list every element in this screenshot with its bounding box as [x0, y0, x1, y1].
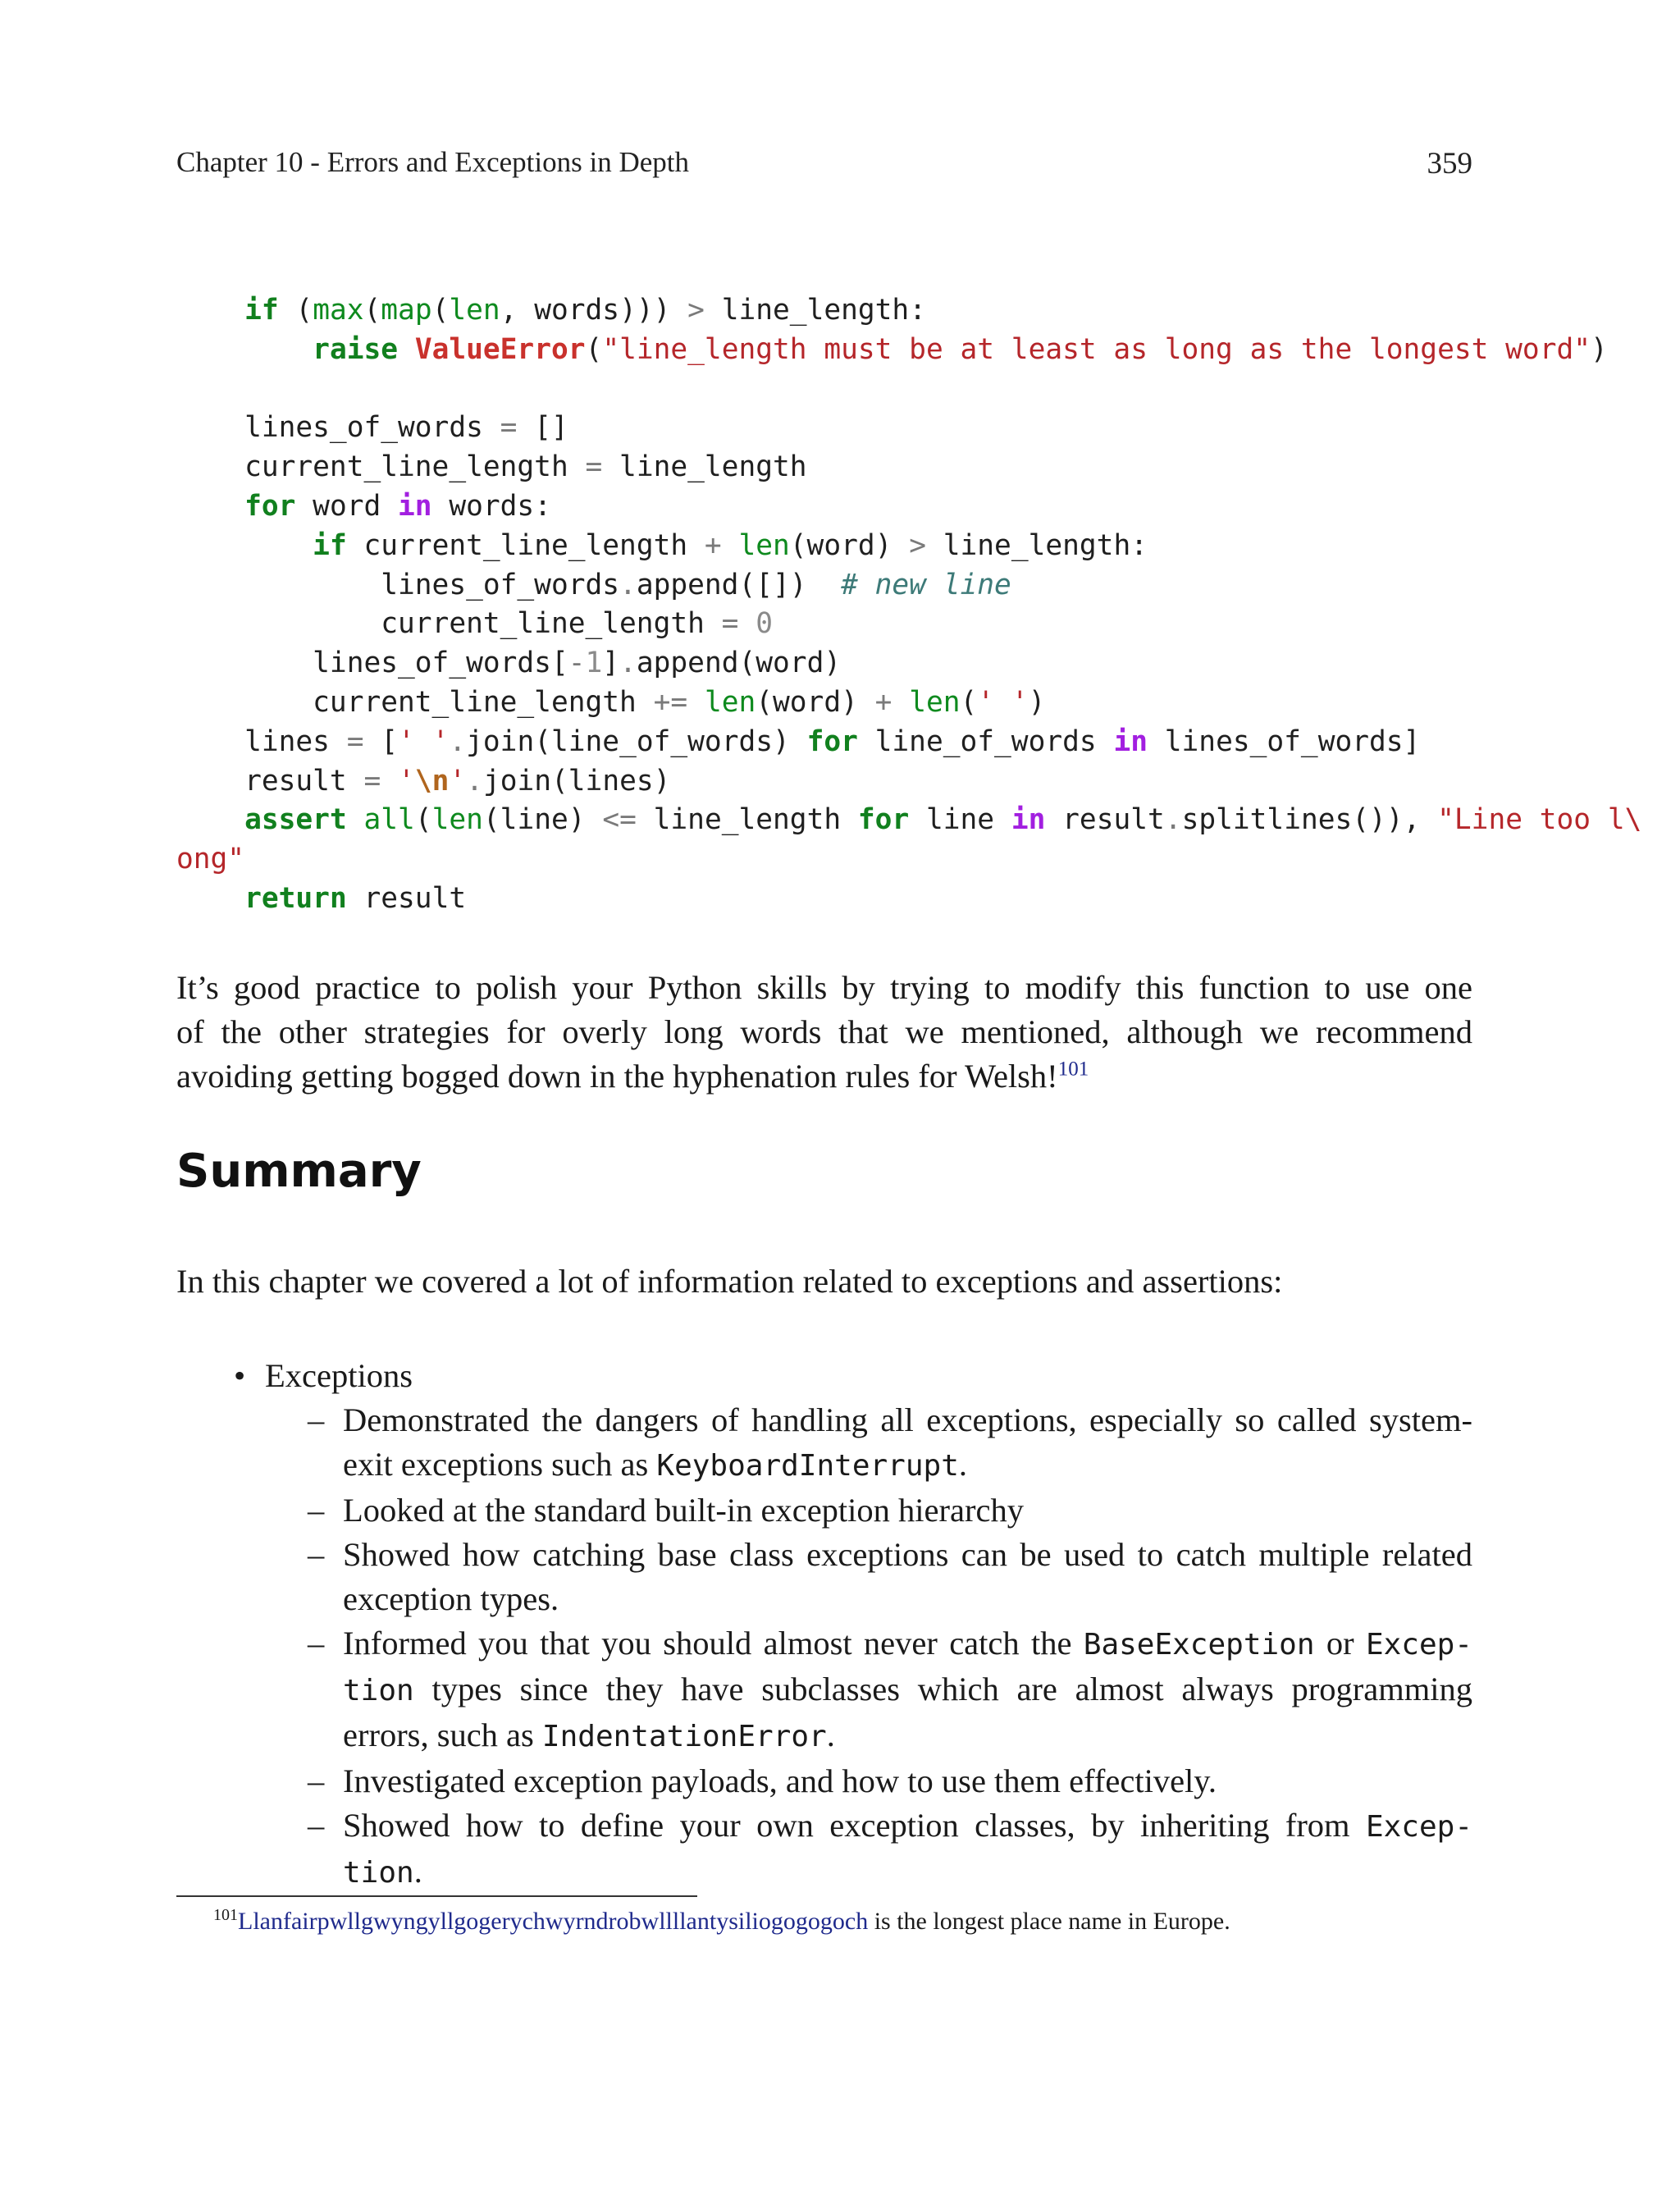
code-line: current_line_length += len(word) + len(' ') — [176, 685, 1046, 719]
paragraph-line: avoiding getting bogged down in the hyphenation rules for Welsh! — [176, 1058, 1058, 1095]
sub-item-text: Showed how to define your own exception classes, by inheriting from — [343, 1807, 1366, 1844]
code-line: if current_line_length + len(word) > line_length: — [313, 528, 1148, 562]
list-item — [176, 1354, 1472, 1398]
chapter-title: Chapter 10 - Errors and Exceptions in Depth — [176, 146, 689, 178]
sub-item-line — [343, 1667, 1472, 1713]
bullet-marker: • — [234, 1357, 246, 1394]
inline-code: IndentationError — [541, 1720, 827, 1753]
sub-item-text: Showed how catching base class exceptions can be used to catch multiple related — [343, 1536, 1472, 1573]
footnote-reference-link[interactable]: 101 — [1057, 1058, 1089, 1081]
code-line: lines = [' '.join(line_of_words) for line_of_words in lines_of_words] — [176, 725, 1421, 758]
summary-bullet-list — [176, 1354, 1472, 1895]
dash-marker: – — [308, 1625, 325, 1662]
code-block — [176, 291, 1653, 919]
sub-item-text: exception types. — [343, 1580, 559, 1617]
code-line: current_line_length = 0 — [176, 607, 774, 641]
sub-list-item — [176, 1488, 1472, 1533]
code-line: if (max(map(len, words))) > line_length: — [244, 294, 926, 327]
code-line: result = '\n'.join(lines) — [176, 764, 671, 798]
inline-code: KeyboardInterrupt — [656, 1449, 959, 1483]
footnote-text: is the longest place name in Europe. — [868, 1908, 1230, 1935]
code-line: lines_of_words = [] — [176, 411, 568, 445]
list-item-label: Exceptions — [265, 1357, 413, 1394]
sub-item-line — [343, 1803, 1472, 1849]
code-line: lines_of_words[-1].append(word) — [176, 647, 842, 680]
footnote-number: 101 — [213, 1906, 238, 1924]
code-line: assert all(len(line) <= line_length for line in result.splitlines()), "Line too l\ — [244, 803, 1642, 837]
sub-item-line — [343, 1621, 1472, 1667]
paragraph-summary-intro: In this chapter we covered a lot of information related to exceptions and assertions: — [176, 1263, 1283, 1300]
sub-item-text: Investigated exception payloads, and how to use them effectively. — [343, 1762, 1217, 1799]
sub-item-text: Informed you that you should almost never catch the — [343, 1625, 1084, 1662]
page-number: 359 — [1427, 147, 1472, 181]
sub-list-item — [176, 1533, 1472, 1621]
paragraph-line: It’s good practice to polish your Python skills by trying to modify this function to use one — [176, 969, 1472, 1006]
sub-item-text: Looked at the standard built-in exception hierarchy — [343, 1492, 1024, 1529]
inline-code: tion — [343, 1674, 414, 1707]
sub-item-text: types since they have subclasses which are almost always programming — [413, 1671, 1472, 1707]
sub-item-text: . — [958, 1446, 967, 1483]
dash-marker: – — [308, 1401, 325, 1438]
sub-list-item — [176, 1621, 1472, 1759]
dash-marker: – — [308, 1762, 325, 1799]
sub-item-text: or — [1314, 1625, 1366, 1662]
code-line: for word in words: — [244, 489, 551, 523]
inline-code: tion — [343, 1856, 414, 1890]
inline-code: BaseException — [1083, 1628, 1315, 1662]
sub-item-text: exit exceptions such as — [343, 1446, 657, 1483]
footnote — [213, 1904, 1230, 1940]
sub-item-text: errors, such as — [343, 1716, 542, 1753]
code-line: lines_of_words.append([]) # new line — [176, 568, 1011, 601]
sub-item-text: . — [826, 1716, 835, 1753]
code-line: return result — [244, 881, 467, 915]
dash-marker: – — [308, 1536, 325, 1573]
running-header — [176, 146, 1472, 187]
sub-list-item — [176, 1803, 1472, 1895]
sub-list-item — [176, 1759, 1472, 1803]
paragraph-practice-note — [176, 966, 1472, 1099]
paragraph-line: of the other strategies for overly long words that we mentioned, although we recommend — [176, 1013, 1472, 1050]
inline-code: Excep- — [1365, 1628, 1472, 1662]
code-line: raise ValueError("line_length must be at least as long as the longest word") — [313, 332, 1608, 366]
dash-marker: – — [308, 1807, 325, 1844]
code-line: current_line_length = line_length — [176, 450, 807, 484]
footnote-divider — [176, 1895, 697, 1897]
sub-list-item — [176, 1398, 1472, 1488]
code-line: ong" — [176, 843, 245, 876]
section-heading-summary: Summary — [176, 1145, 422, 1198]
footnote-link[interactable]: Llanfairpwllgwyngyllgogerychwyrndrobwllllantysiliogogogoch — [238, 1908, 869, 1935]
sub-item-text: Demonstrated the dangers of handling all exceptions, especially so called system- — [343, 1401, 1472, 1438]
dash-marker: – — [308, 1492, 325, 1529]
inline-code: Excep- — [1365, 1810, 1472, 1844]
sub-item-text: . — [413, 1853, 422, 1890]
